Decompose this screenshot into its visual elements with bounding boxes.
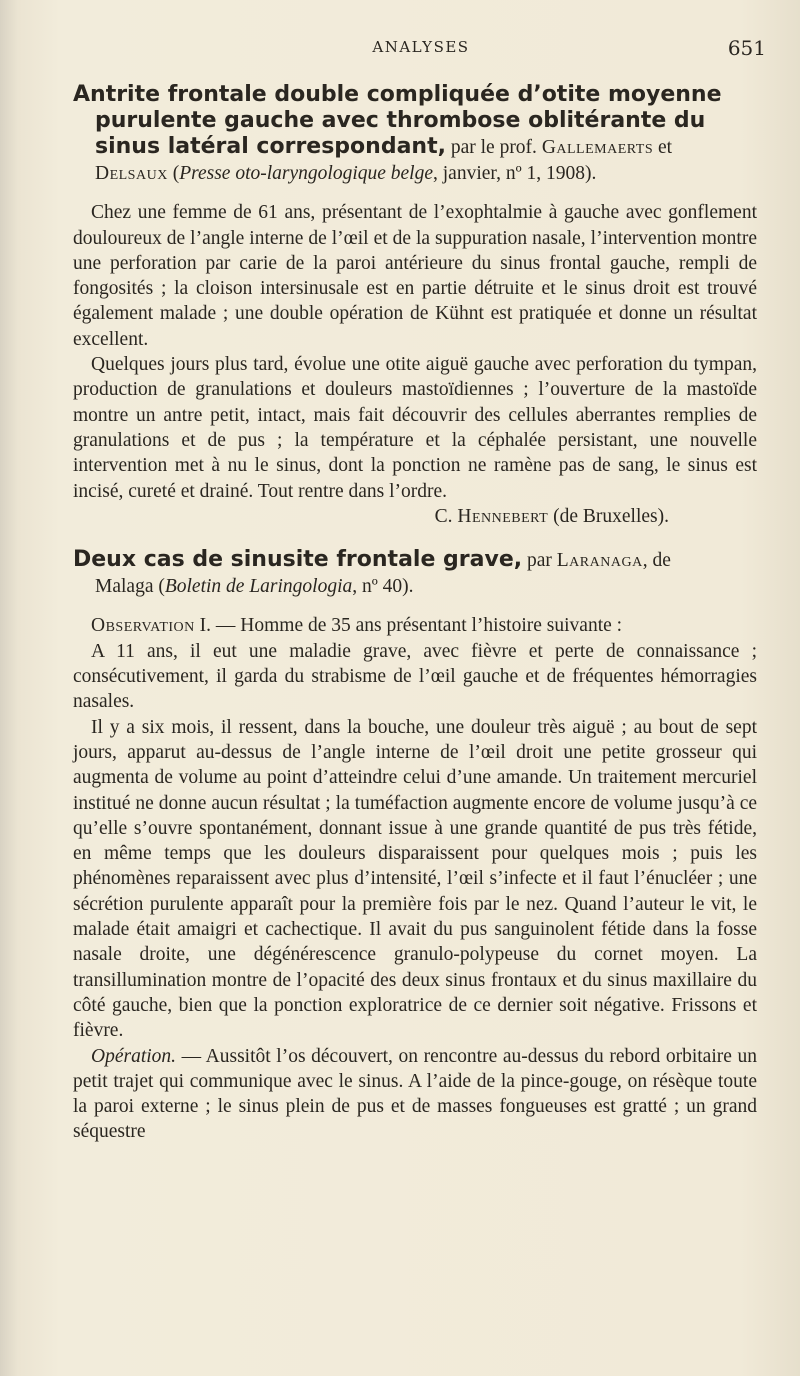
operation-text: — Aussitôt l’os découvert, on rencontre au-dessus du rebord orbitaire un petit trajet qui communique avec le sinus. A l’aide de la pince-gouge, on résèque toute la paroi externe ; le sinus plein de pus et de masses fongueuses est gratté ; un grand séquestre — [73, 1045, 757, 1143]
article-body — [73, 200, 757, 529]
source-open: ( — [167, 163, 180, 184]
journal-name: Presse oto-laryngologique belge — [179, 163, 433, 184]
article-frontal-sinusitis — [73, 547, 757, 1145]
source-place: Malaga ( — [95, 576, 165, 598]
byline-prefix: par — [522, 550, 557, 572]
observation-label: Observation — [91, 615, 195, 637]
article-body — [73, 613, 757, 1144]
paragraph: Quelques jours plus tard, évolue une otite aiguë gauche avec perforation du tympan, production de granulations et douleurs mastoïdiennes ; l’ouverture de la mastoïde montre un antre petit, intact, mais fait découvrir des cellules aberrantes remplies de granulations et de pus ; la température et la céphalée persistant, une nouvelle intervention met à nu le sinus, dont la ponction ne ramène pas de sang, le sinus est incisé, cureté et drainé. Tout rentre dans l’ordre. — [73, 354, 757, 502]
article-title-line-2: purulente gauche avec thrombose oblitérante du — [95, 108, 706, 133]
byline-conjunction: et — [653, 137, 673, 158]
signature-initial: C. — [434, 505, 458, 527]
article-title-line-3: sinus latéral correspondant, — [95, 134, 446, 159]
operation-label: Opération. — [91, 1045, 177, 1067]
signature-place: (de Bruxelles). — [548, 505, 669, 527]
article-title-line-1 — [73, 547, 757, 574]
author-name: Gallemaerts — [541, 137, 654, 158]
page-number: 651 — [727, 36, 766, 60]
operation-paragraph — [73, 1044, 757, 1145]
source-line — [73, 574, 757, 599]
article-heading — [73, 82, 757, 186]
journal-name: Boletin de Laringologia — [164, 576, 353, 598]
signature-name: Hennebert — [457, 505, 549, 527]
source-details: , janvier, nº 1, 1908). — [433, 163, 597, 184]
byline-suffix: , de — [642, 550, 671, 572]
page-header — [70, 36, 772, 60]
article-heading — [73, 547, 757, 599]
running-title: ANALYSES — [372, 38, 470, 56]
paragraph: Il y a six mois, il ressent, dans la bouche, une douleur très aiguë ; au bout de sept jours, apparut au-dessus de l’angle interne de l’œil droit une petite grosseur qui augmenta de volume au point d’atteindre celui d’une amande. Un traitement mercuriel institué ne donne aucun résultat ; la tuméfaction augmente encore de volume jusqu’à ce qu’elle s’ouvre spontanément, donnant issue à une grande quantité de pus très fétide, en même temps que les douleurs disparaissent pour quelques mois ; puis les phénomènes reparaissent avec plus d’intensité, l’œil s’infecte et il faut l’énucléer ; une sécrétion purulente apparaît pour la première fois par le nez. Quand l’auteur le vit, le malade était amaigri et cachectique. Il avait du pus sanguinolent fétide dans la fosse nasale droite, une dégénérescence granulo-polypeuse du cornet moyen. La transillumination montre de l’opacité des deux sinus frontaux et du sinus maxillaire du côté gauche, bien que la ponction exploratrice de ce dernier soit négative. Frissons et fièvre. — [73, 716, 757, 1042]
author-name: Delsaux — [95, 163, 168, 184]
article-title-line-2-wrap — [73, 108, 757, 134]
page-content — [73, 82, 757, 1145]
paragraph: Chez une femme de 61 ans, présentant de l’exophtalmie à gauche avec gonflement douloureux de l’angle interne de l’œil et de la suppuration nasale, l’intervention montre une perforation par carie de la paroi antérieure du sinus frontal gauche, rempli de fongosités ; la cloison intersinusale est en partie détruite et le sinus droit est trouvé également malade ; une double opération de Kühnt est pratiquée et donne un résultat excellent. — [73, 202, 757, 350]
article-title: Deux cas de sinusite frontale grave, — [73, 547, 523, 573]
observation-text: I. — Homme de 35 ans présentant l’histoire suivante : — [194, 615, 623, 637]
article-frontal-antritis — [73, 82, 757, 529]
paragraph: A 11 ans, il eut une maladie grave, avec fièvre et perte de connaissance ; consécutivement, il garda du strabisme de l’œil gauche et de fréquentes hémorragies nasales. — [73, 640, 757, 713]
signature — [73, 504, 757, 529]
author-name: Laranaga — [556, 550, 643, 572]
byline-prefix: par le prof. — [445, 137, 542, 158]
source-line — [73, 161, 757, 186]
article-title-line-1: Antrite frontale double compliquée d’otite moyenne — [73, 82, 722, 107]
observation-heading — [73, 613, 757, 638]
source-details: , nº 40). — [352, 576, 414, 598]
article-title-line-3-wrap — [73, 134, 757, 161]
